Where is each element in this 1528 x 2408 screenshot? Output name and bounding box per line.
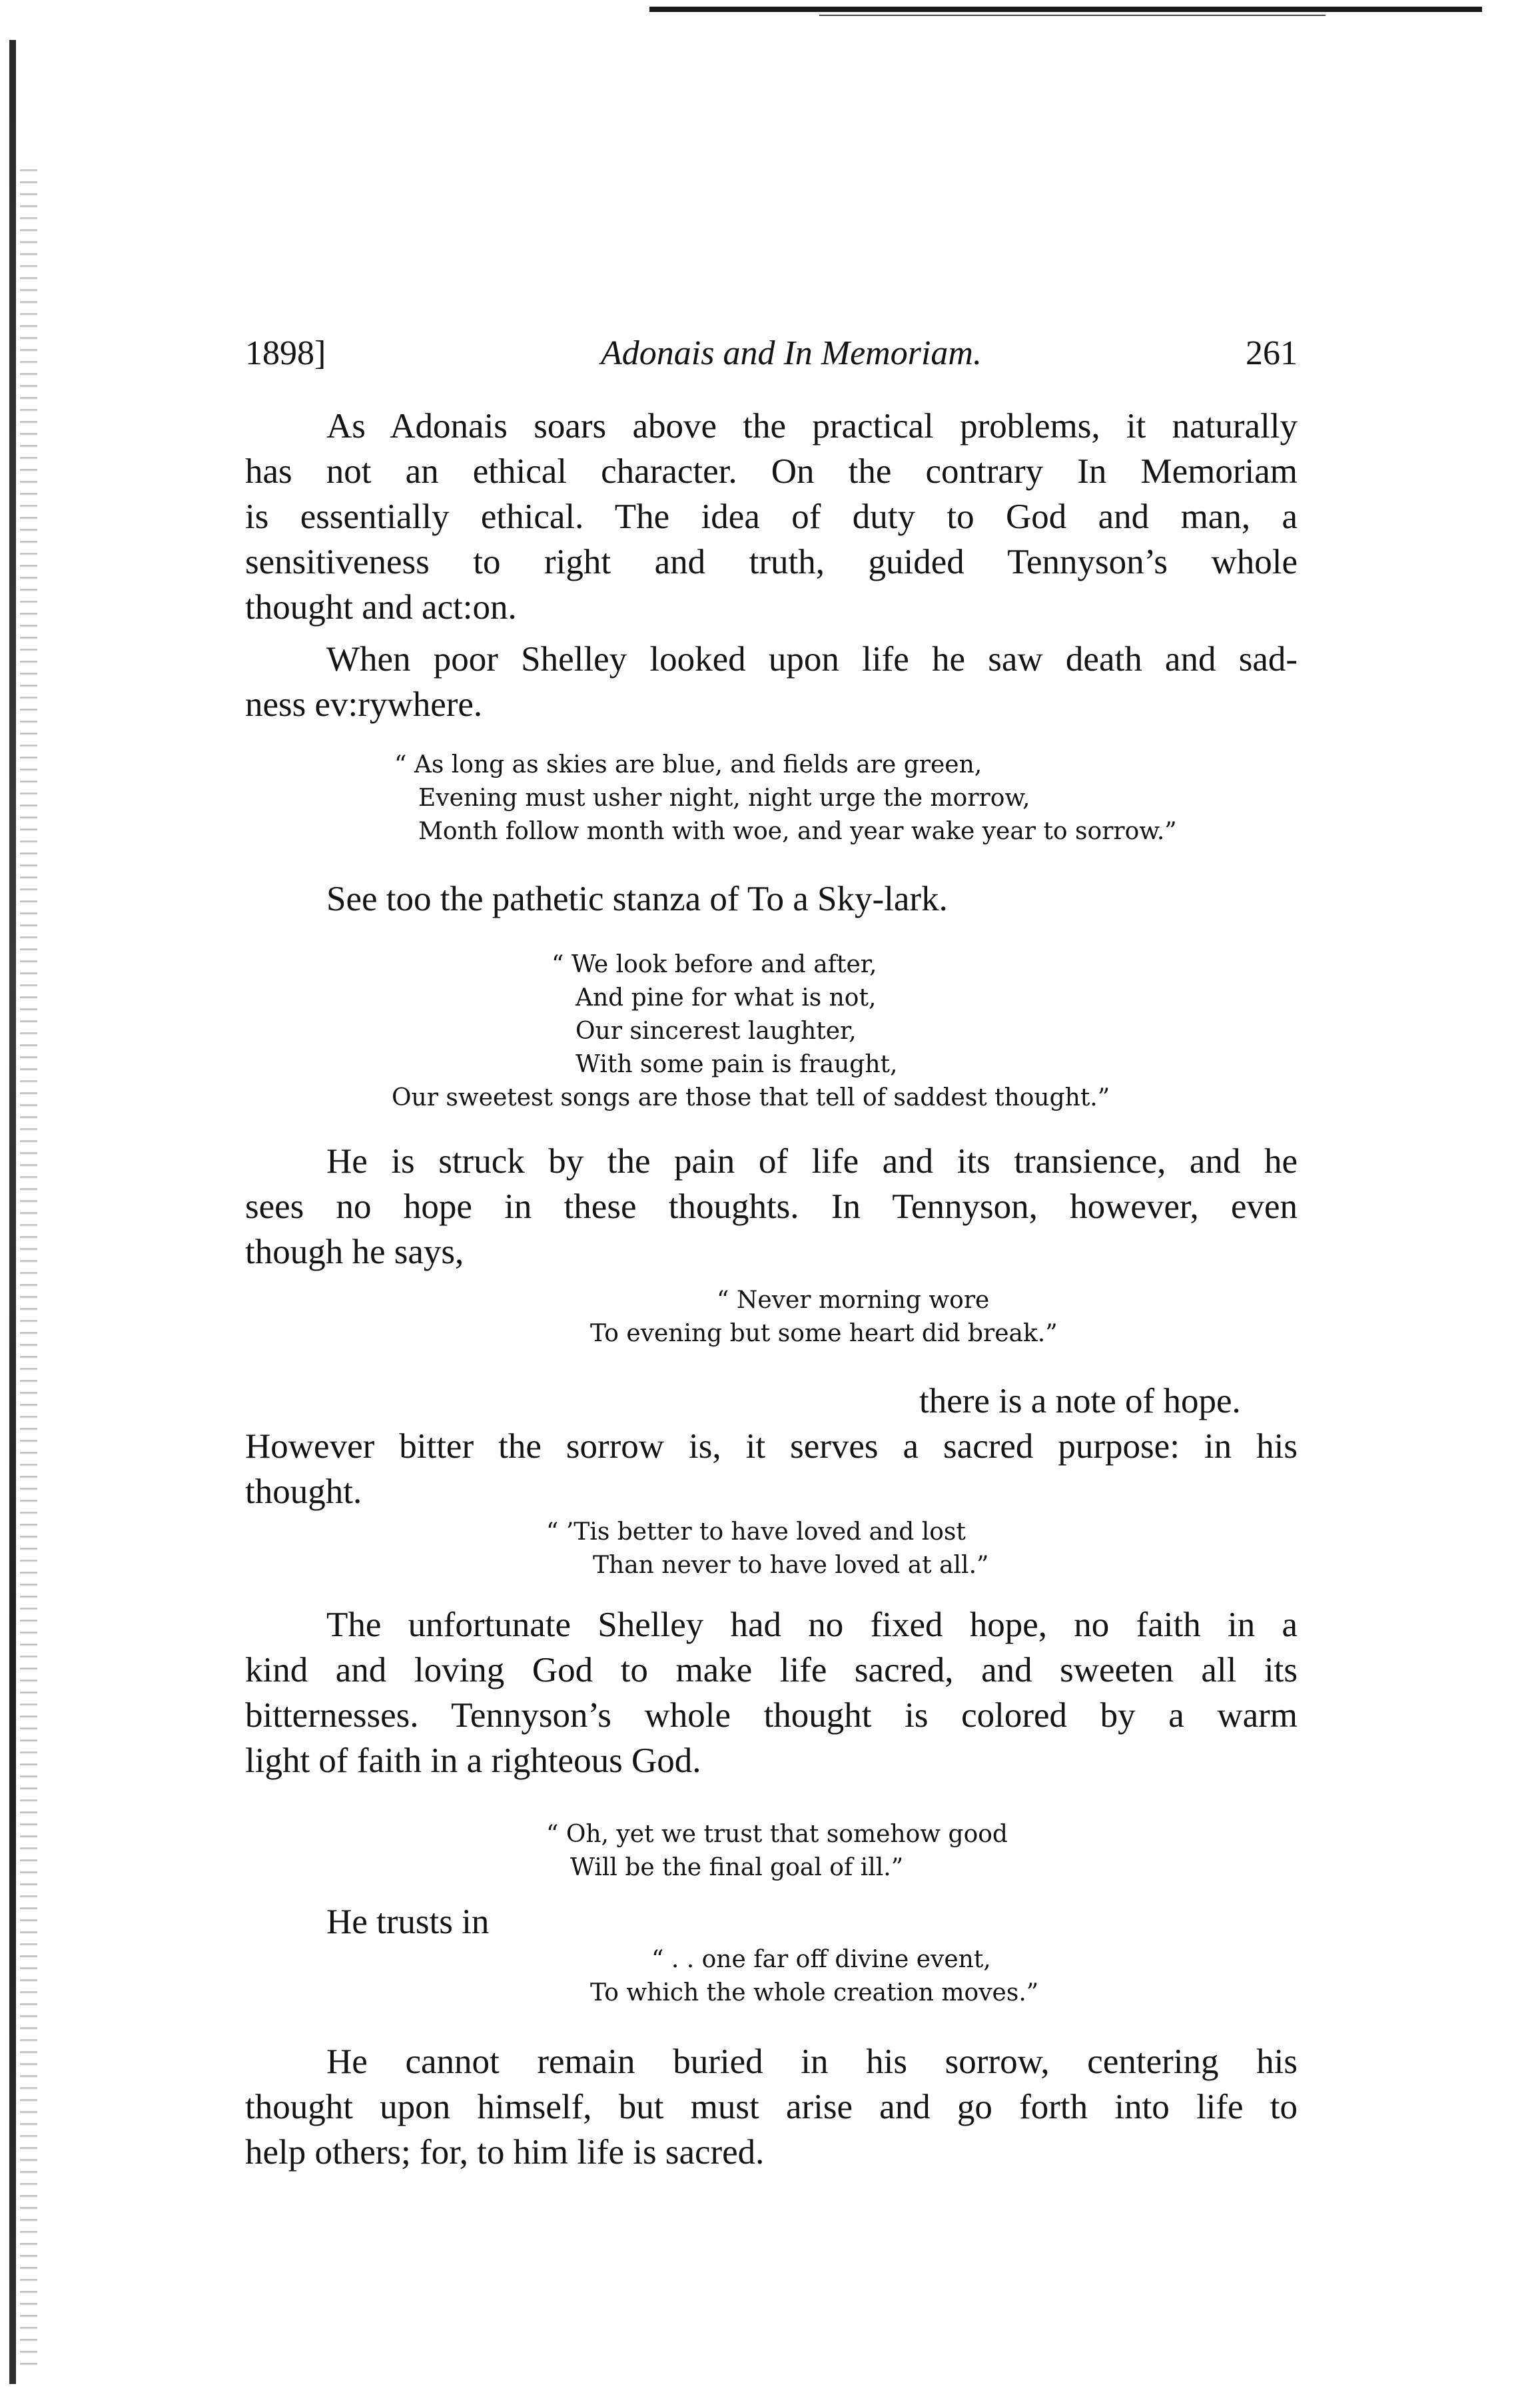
text-line: He trusts in [326, 1903, 490, 1941]
page-number: 261 [1246, 334, 1298, 372]
paragraph-8 [245, 2039, 1298, 2175]
top-edge-thin-rule [819, 15, 1326, 16]
running-head [245, 330, 1298, 377]
text-line: He is struck by the pain of life and its transience, and he [326, 1142, 1298, 1181]
verse-line: Than never to have loved at all.” [593, 1552, 989, 1579]
verse-line: “ ’Tis better to have loved and lost [546, 1518, 966, 1546]
text-line: As Adonais soars above the practical problems, it naturally [326, 407, 1298, 446]
text-line: thought. [245, 1472, 362, 1511]
quotation-1 [394, 749, 1177, 848]
text-line: However bitter the sorrow is, it serves a sacred purpose: in his [245, 1427, 1298, 1466]
text-line: though he says, [245, 1233, 464, 1271]
text-line: thought upon himself, but must arise and go forth into life to [245, 2088, 1298, 2126]
paragraph-2 [245, 637, 1298, 727]
text-line: is essentially ethical. The idea of duty to God and man, a [245, 497, 1298, 536]
text-line: See too the pathetic stanza of To a Sky-lark. [326, 880, 948, 918]
quotation-3 [590, 1284, 1058, 1351]
text-line: sensitiveness to right and truth, guided Tennyson’s whole [245, 543, 1298, 581]
paragraph-5 [245, 1424, 1298, 1514]
verse-line: Our sincerest laughter, [575, 1018, 857, 1045]
verse-line: Month follow month with woe, and year wake year to sorrow.” [418, 818, 1177, 845]
text-line: light of faith in a righteous God. [245, 1741, 701, 1780]
top-edge-rule [649, 7, 1482, 12]
verse-line: With some pain is fraught, [575, 1051, 898, 1078]
verse-line: To which the whole creation moves.” [590, 1979, 1039, 2006]
page-binding-shadow [20, 160, 37, 2371]
paragraph-3 [245, 876, 1298, 922]
verse-line: “ We look before and after, [552, 951, 877, 978]
verse-line: “ . . one far off divine event, [651, 1946, 991, 1973]
verse-line: To evening but some heart did break.” [590, 1320, 1058, 1347]
quotation-4 [546, 1516, 988, 1582]
text-line: The unfortunate Shelley had no fixed hope, no faith in a [326, 1606, 1298, 1644]
paragraph-1 [245, 404, 1298, 630]
text-line: help others; for, to him life is sacred. [245, 2133, 765, 2172]
text-line: He cannot remain buried in his sorrow, centering his [326, 2042, 1298, 2081]
running-head-title: Adonais and In Memoriam. [601, 334, 982, 372]
text-line: kind and loving God to make life sacred, and sweeten all its [245, 1651, 1298, 1689]
page-binding-edge [9, 40, 16, 2384]
paragraph-7 [245, 1899, 1298, 1945]
verse-line: Will be the final goal of ill.” [570, 1854, 904, 1881]
text-line: When poor Shelley looked upon life he saw death and sad- [326, 640, 1298, 679]
quotation-2 [392, 948, 1110, 1115]
text-line: ness ev:rywhere. [245, 685, 483, 724]
text-line: bitternesses. Tennyson’s whole thought is colored by a warm [245, 1696, 1298, 1735]
verse-line: And pine for what is not, [575, 984, 877, 1012]
text-line: sees no hope in these thoughts. In Tennyson, however, even [245, 1187, 1298, 1226]
text-line: thought and act:on. [245, 588, 517, 627]
paragraph-6 [245, 1602, 1298, 1783]
text-line: has not an ethical character. On the contrary In Memoriam [245, 452, 1298, 491]
verse-line: “ As long as skies are blue, and fields are green, [394, 751, 982, 778]
verse-line: “ Never morning wore [717, 1287, 990, 1314]
verse-line: Our sweetest songs are those that tell of saddest thought.” [392, 1084, 1110, 1111]
quotation-5 [546, 1818, 1008, 1885]
verse-line: “ Oh, yet we trust that somehow good [546, 1821, 1008, 1848]
running-head-year: 1898] [245, 334, 326, 372]
quotation-6 [590, 1943, 1038, 2010]
paragraph-5-lead: there is a note of hope. [919, 1382, 1241, 1420]
paragraph-4 [245, 1139, 1298, 1275]
verse-line: Evening must usher night, night urge the morrow, [418, 784, 1030, 812]
